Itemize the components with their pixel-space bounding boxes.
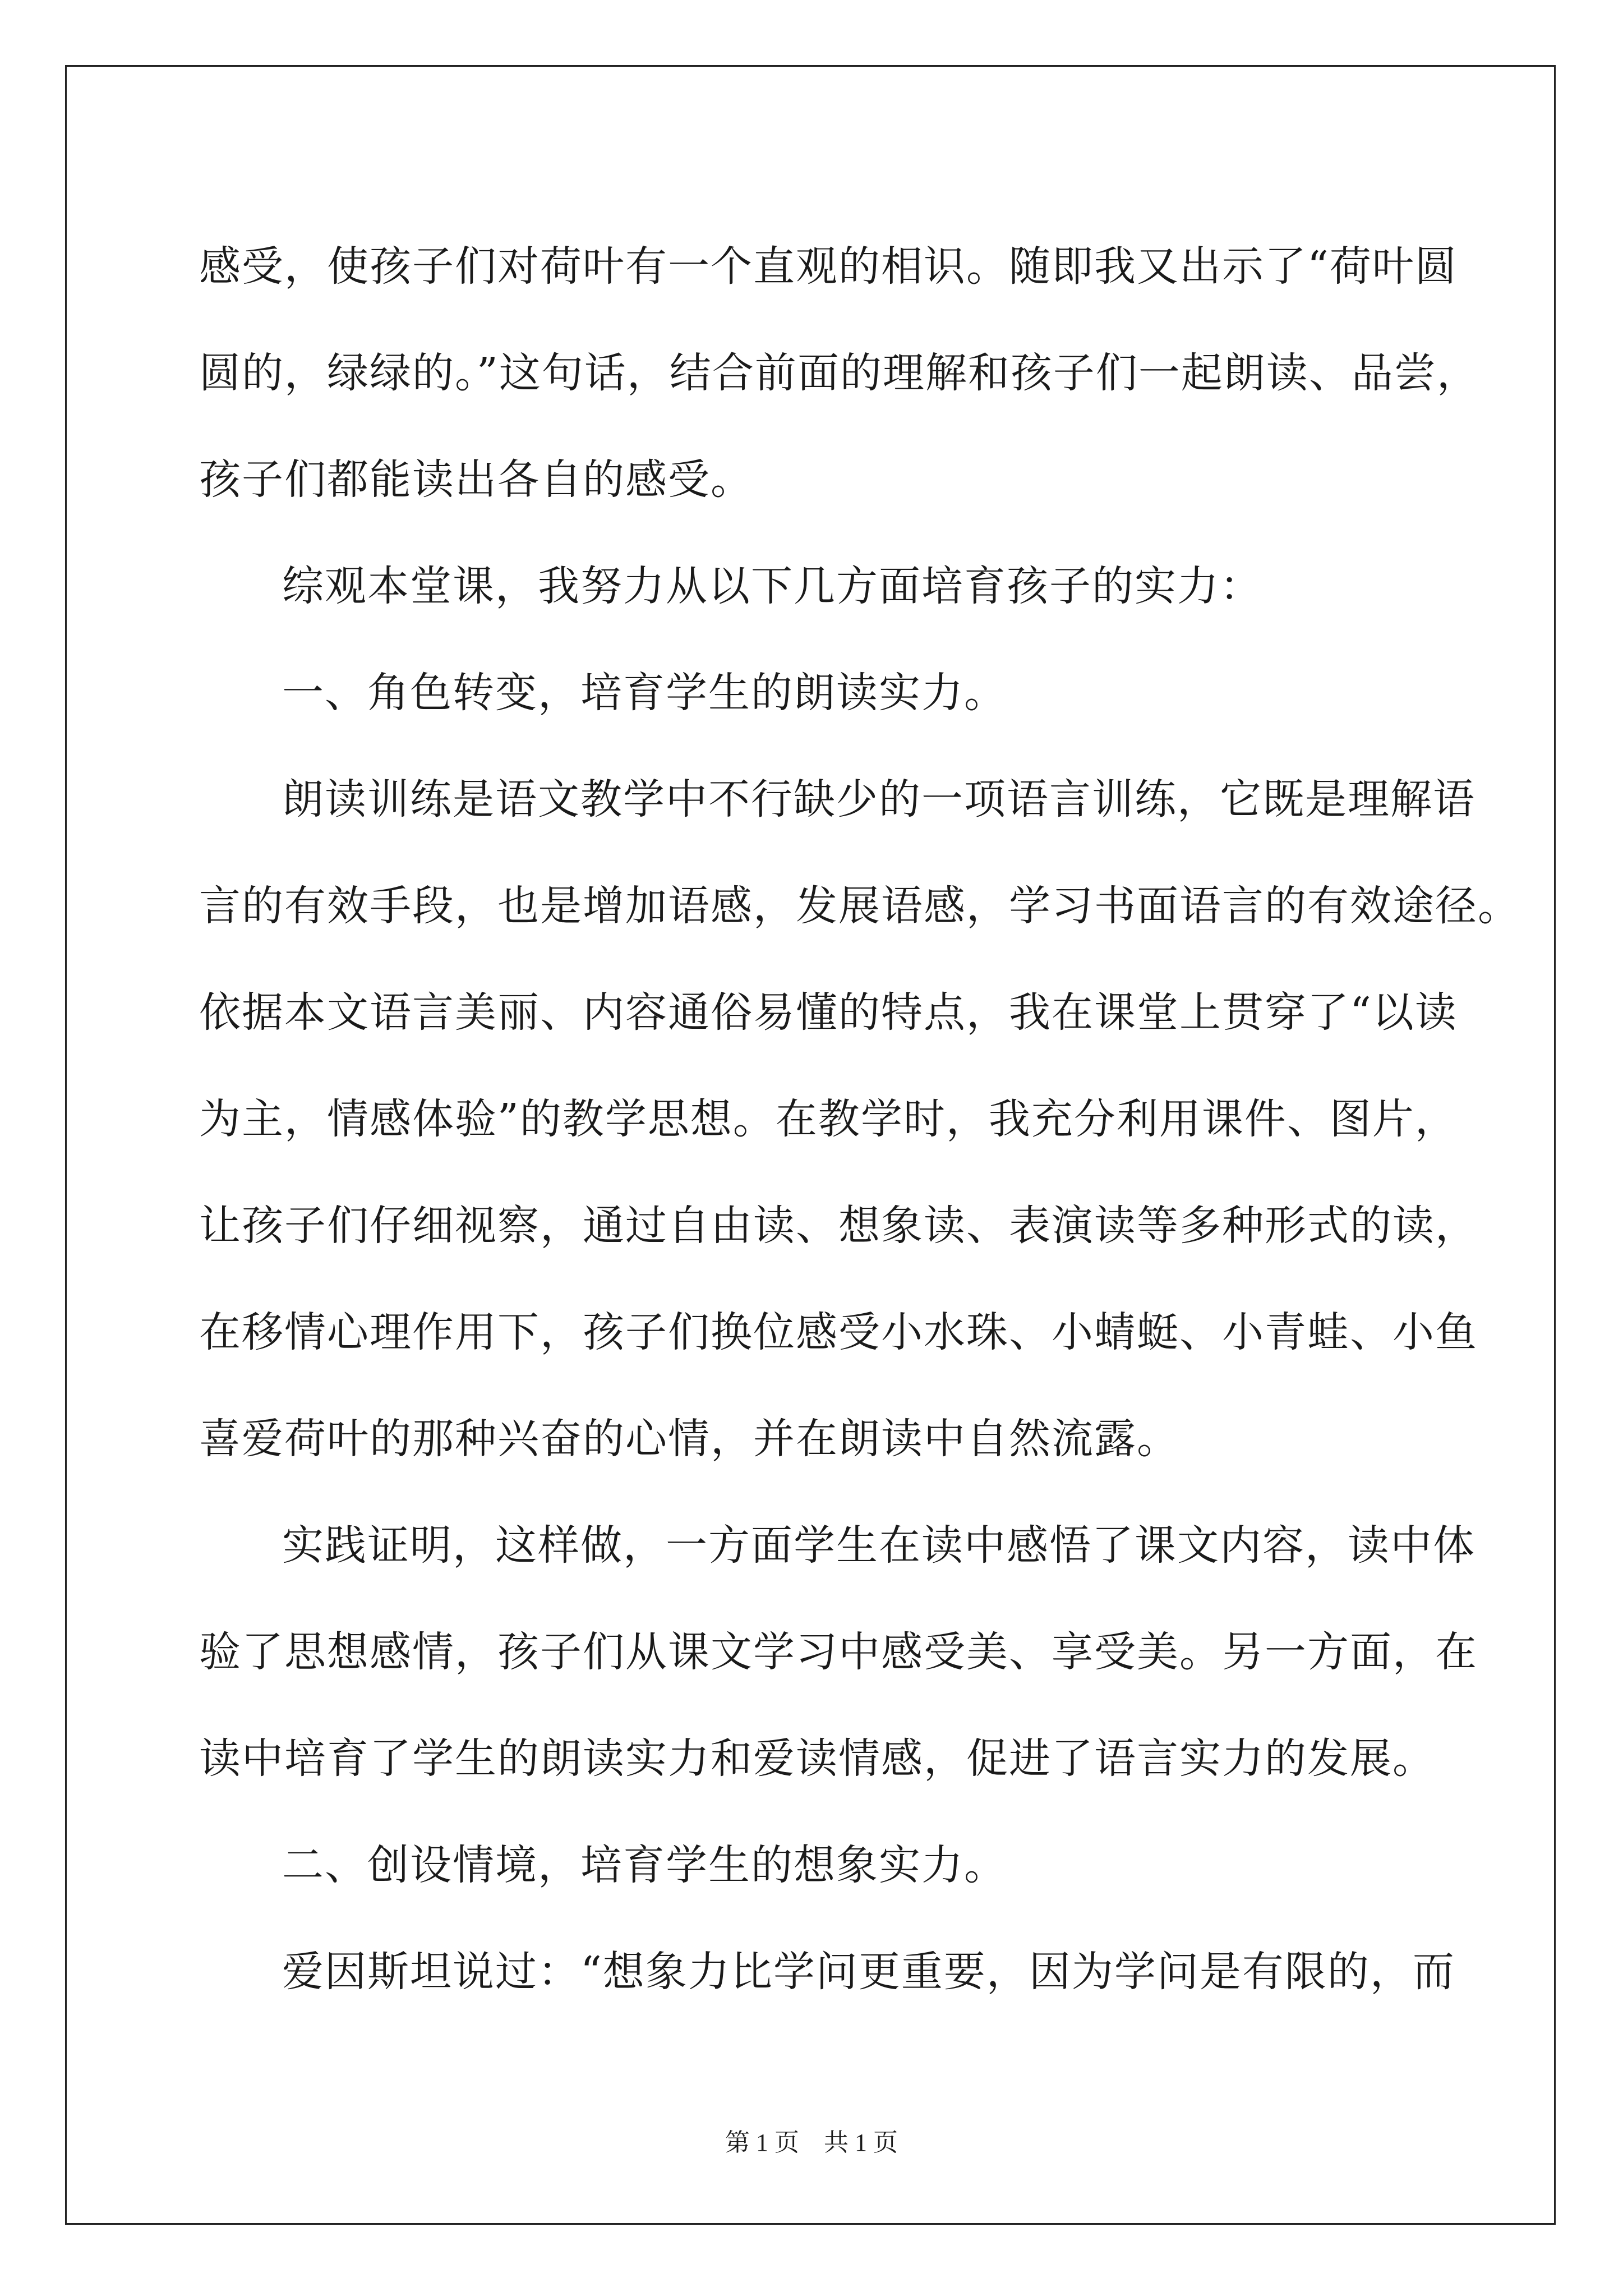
text-line: 孩子们都能读出各自的感受。 (199, 455, 753, 504)
text-line: 朗读训练是语文教学中不行缺少的一项语言训练，它既是理解语 (282, 775, 1476, 823)
text-line: 综观本堂课，我努力从以下几方面培育孩子的实力： (282, 562, 1262, 610)
text-line: 言的有效手段，也是增加语感，发展语感，学习书面语言的有效途径。 (199, 882, 1520, 930)
text-line: 圆的，绿绿的。”这句话，结合前面的理解和孩子们一起朗读、品尝， (199, 349, 1479, 397)
text-line: 感受，使孩子们对荷叶有一个直观的相识。随即我又出示了“荷叶圆 (199, 242, 1458, 291)
page-footer: 第 1 页 共 1 页 (725, 2129, 898, 2156)
text-line: 实践证明，这样做，一方面学生在读中感悟了课文内容，读中体 (282, 1521, 1476, 1570)
text-line: 读中培育了学生的朗读实力和爱读情感，促进了语言实力的发展。 (199, 1734, 1435, 1783)
text-line: 让孩子们仔细视察，通过自由读、想象读、表演读等多种形式的读， (199, 1202, 1478, 1250)
text-line: 依据本文语言美丽、内容通俗易懂的特点，我在课堂上贯穿了“以读 (199, 988, 1458, 1037)
document-body (199, 213, 1520, 2025)
text-line: 在移情心理作用下，孩子们换位感受小水珠、小蜻蜓、小青蛙、小鱼 (199, 1308, 1478, 1356)
text-line: 喜爱荷叶的那种兴奋的心情，并在朗读中自然流露。 (199, 1415, 1179, 1463)
text-line: 爱因斯坦说过：“想象力比学问更重要，因为学问是有限的，而 (282, 1948, 1455, 1996)
text-line: 为主，情感体验”的教学思想。在教学时，我充分利用课件、图片， (199, 1095, 1458, 1143)
section-heading: 二、创设情境，培育学生的想象实力。 (282, 1841, 1007, 1889)
section-heading: 一、角色转变，培育学生的朗读实力。 (282, 669, 1007, 717)
text-line: 验了思想感情，孩子们从课文学习中感受美、享受美。另一方面，在 (199, 1628, 1478, 1676)
